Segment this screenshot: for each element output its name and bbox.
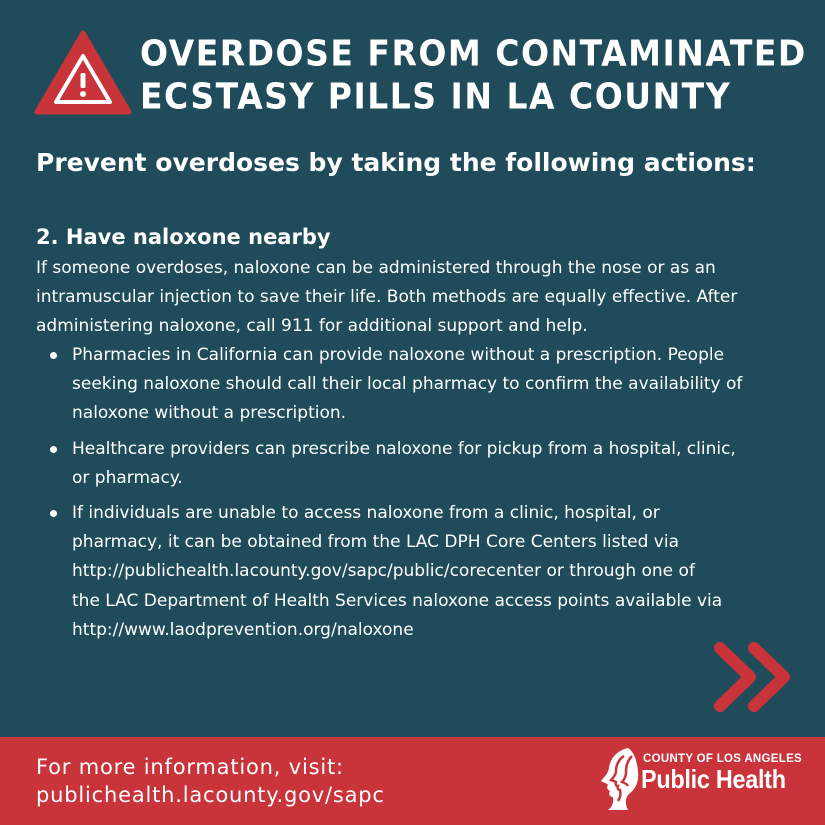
bullet-line: http://www.laodprevention.org/naloxone <box>72 619 414 640</box>
bullet-dot-icon <box>50 352 57 359</box>
bullet-line: http://publichealth.lacounty.gov/sapc/public/corecenter or through one of <box>72 561 695 582</box>
footer-line-1: For more information, visit: <box>36 755 344 779</box>
profile-heads-logo-icon <box>598 744 642 814</box>
bullet-list <box>46 341 806 651</box>
list-item <box>46 435 806 493</box>
paragraph-line: administering naloxone, call 911 for additional support and help. <box>36 316 588 336</box>
section-paragraph <box>36 254 806 341</box>
bullet-line: pharmacy, it can be obtained from the LAC DPH Core Centers listed via <box>72 532 679 553</box>
title-line-2: ECSTASY PILLS IN LA COUNTY <box>140 75 732 118</box>
double-chevron-right-icon[interactable] <box>712 640 796 714</box>
bullet-line: Pharmacies in California can provide naloxone without a prescription. People <box>72 345 725 365</box>
list-item <box>46 341 806 429</box>
bullet-line: seeking naloxone should call their local pharmacy to confirm the availability of <box>72 374 743 395</box>
logo-public-health-text: Public Health <box>641 764 786 794</box>
warning-triangle-icon <box>34 30 132 116</box>
footer-url[interactable]: publichealth.lacounty.gov/sapc <box>36 783 385 807</box>
bullet-line: Healthcare providers can prescribe naloxone for pickup from a hospital, clinic, <box>72 438 736 459</box>
bullet-line: or pharmacy. <box>72 467 183 488</box>
bullet-dot-icon <box>50 510 57 517</box>
paragraph-line: If someone overdoses, naloxone can be administered through the nose or as an <box>36 258 716 278</box>
section-heading: 2. Have naloxone nearby <box>36 225 331 249</box>
title-line-1: OVERDOSE FROM CONTAMINATED <box>140 32 807 75</box>
intro-heading: Prevent overdoses by taking the following actions: <box>36 148 756 177</box>
page-title <box>140 32 807 118</box>
paragraph-line: intramuscular injection to save their life. Both methods are equally effective. After <box>36 287 738 307</box>
bullet-line: If individuals are unable to access naloxone from a clinic, hospital, or <box>72 503 660 524</box>
footer-info <box>36 753 385 809</box>
list-item <box>46 499 806 645</box>
logo-county-text: COUNTY OF LOS ANGELES <box>643 753 803 765</box>
bullet-line: the LAC Department of Health Services naloxone access points available via <box>72 590 723 611</box>
bullet-dot-icon <box>50 446 57 453</box>
bullet-line: naloxone without a prescription. <box>72 403 347 424</box>
